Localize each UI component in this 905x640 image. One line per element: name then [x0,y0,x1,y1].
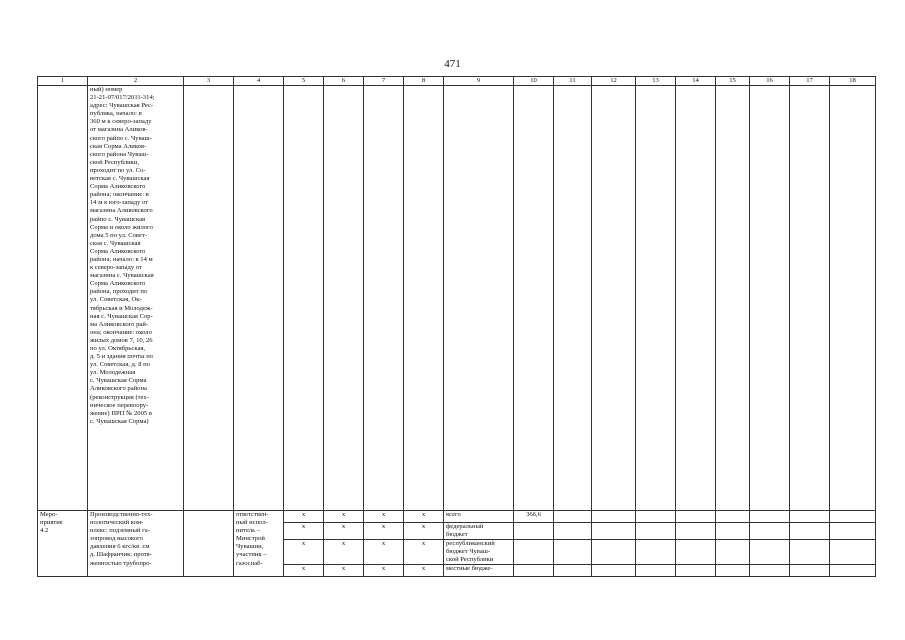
table-cell [38,86,88,511]
table-cell [184,86,234,511]
table-cell [716,540,750,565]
text-line: района; начало: в 14 м [90,255,153,263]
column-header: 8 [404,77,444,86]
table-cell [554,540,592,565]
text-line: ответствен- [236,511,269,518]
text-line: зопровод высокого [90,535,143,543]
column-header: 17 [790,77,830,86]
column-header: 15 [716,77,750,86]
funding-source-text: бюджет [446,531,468,539]
column-header: 6 [324,77,364,86]
text-line: давления 6 кгс/кв. см [90,543,150,551]
text-line: по ул. Октябрьская, [90,345,146,352]
column-header: 12 [592,77,636,86]
table-cell [592,540,636,565]
text-line: ской Республики, [90,158,139,166]
mark-cell: х [324,511,364,523]
table-cell [716,511,750,523]
table-cell [716,86,750,511]
text-line: плекс: подземный га- [90,527,150,535]
column-header: 13 [636,77,676,86]
mark-cell: х [324,540,364,565]
text-line: ул. Советская, д. 8 по [90,361,150,369]
mark-cell: х [404,511,444,523]
funding-source-cell [444,565,514,577]
mark-cell: х [364,565,404,577]
program-table [37,76,876,577]
table-cell [790,511,830,523]
table-cell [636,523,676,540]
text-line: тябрьская и Молодеж- [90,304,153,312]
text-line: нитель – [236,527,261,535]
table-cell [636,540,676,565]
funding-source-text: местные бюдже- [446,565,493,573]
text-line: ная с. Чувашская Сор- [90,312,153,320]
column-header: 11 [554,77,592,86]
column-number-row [38,77,876,86]
table-cell [592,523,636,540]
table-cell [750,540,790,565]
text-line: района; окончание: в [90,191,149,199]
column-header: 7 [364,77,404,86]
text-line: ветская с. Чувашская [90,175,150,183]
column-header: 9 [444,77,514,86]
mark-cell: х [404,565,444,577]
table-cell [592,565,636,577]
table-cell [234,86,284,511]
table-cell [750,523,790,540]
table-cell [284,86,324,511]
column-header: 14 [676,77,716,86]
table-cell [636,511,676,523]
funding-source-cell [444,540,514,565]
object-description-cell [88,86,184,511]
text-line: ского райпо с. Чуваш- [90,134,152,142]
table-cell [830,565,876,577]
table-cell [716,565,750,577]
funding-source-text: бюджет Чуваш- [446,548,491,556]
mark-cell: х [404,523,444,540]
table-cell [554,523,592,540]
funding-source-text: республиканский [446,540,495,548]
mark-cell: х [284,565,324,577]
amount-cell: 366,6 [514,511,554,523]
text-line: адрес: Чувашская Рес- [90,102,154,110]
text-line: Минстрой [236,535,265,543]
text-line: района, проходит по [90,288,148,296]
text-line: нологический ком- [90,519,144,527]
text-line: с. Чувашская Сорма [90,377,147,385]
table-cell [790,540,830,565]
text-line: (реконструкция (тех- [90,393,149,401]
table-cell [444,86,514,511]
text-line: с. Чувашская Сорма) [90,417,149,425]
text-line: 21-21-07/017/2011-314; [90,94,155,102]
measure-number-text [40,511,85,535]
text-line: 4.2 [40,527,49,535]
table-cell [184,511,234,577]
table-cell [830,511,876,523]
text-line: Сорма и около жилого [90,223,153,231]
table-cell [554,511,592,523]
table-row [38,86,876,511]
text-line: жилых домов 7, 10, 26 [90,336,153,344]
text-line: Меро- [40,511,58,518]
table-cell [514,86,554,511]
text-line: ма Аликовского рай- [90,320,149,328]
mark-cell: х [284,523,324,540]
table-cell [830,86,876,511]
text-line: проходит по ул. Со- [90,166,146,174]
text-line: ского района Чуваш- [90,150,149,158]
text-line: она; окончание: около [90,328,152,336]
column-header: 18 [830,77,876,86]
text-line: ул. Молодежная [90,369,136,377]
table-cell [636,86,676,511]
table-cell [750,565,790,577]
page-number: 471 [444,58,461,70]
funding-source-text: федеральный [446,523,484,530]
table-cell [554,565,592,577]
funding-source-cell [444,523,514,540]
text-line: магазина Аликовского [90,207,153,215]
table-cell [592,86,636,511]
table-cell [790,523,830,540]
column-header: 3 [184,77,234,86]
table-cell [364,86,404,511]
table-row [38,511,876,523]
measure-description-text [90,511,181,568]
table-cell [830,540,876,565]
text-line: д. 5 и здания почты по [90,353,154,361]
text-line: дома 5 по ул. Совет- [90,231,148,239]
table-cell [676,511,716,523]
text-line: Сорма Аликовского [90,183,146,191]
text-line: газоснаб- [236,559,263,567]
column-header: 10 [514,77,554,86]
column-header: 4 [234,77,284,86]
mark-cell: х [284,540,324,565]
text-line: райпо с. Чувашская [90,215,146,223]
text-line: Сорма Аликовского [90,247,146,255]
text-line: ская Сорма Аликов- [90,142,147,150]
table-cell [750,511,790,523]
text-line: ный испол- [236,519,268,527]
table-cell [750,86,790,511]
amount-cell [514,523,554,540]
mark-cell: х [324,523,364,540]
text-line: публика, начало: в [90,110,142,118]
text-line: ническое перевоору- [90,401,149,409]
mark-cell: х [364,540,404,565]
text-line: приятие [40,519,63,527]
column-header: 5 [284,77,324,86]
table-cell [554,86,592,511]
amount-cell [514,540,554,565]
text-line: магазина с. Чувашская [90,272,154,280]
measure-description-cell [88,511,184,577]
funding-source-text: всего [446,511,461,518]
text-line: 360 м к северо-западу [90,118,152,126]
text-line: Чувашии, [236,543,264,551]
text-line: ул. Советская, Ок- [90,296,142,304]
mark-cell: х [404,540,444,565]
text-line: к северо-западу от [90,264,142,272]
text-line: участник – [236,551,267,559]
text-line: женностью трубопро- [90,559,152,567]
text-line: ская с. Чувашская [90,239,141,247]
mark-cell: х [364,511,404,523]
column-header: 1 [38,77,88,86]
table-cell [592,511,636,523]
table-cell [676,523,716,540]
table-cell [830,523,876,540]
text-line: жение) ПРП № 2005 в [90,409,152,417]
table-cell [404,86,444,511]
text-line: Аликовского района [90,385,147,393]
text-line: ный) номер [90,86,123,93]
text-line: от магазина Аликов- [90,126,148,134]
table-cell [676,565,716,577]
column-header: 16 [750,77,790,86]
table-cell [716,523,750,540]
table-cell [636,565,676,577]
column-header: 2 [88,77,184,86]
object-description-text [90,86,181,426]
measure-number-cell [38,511,88,577]
table-cell [790,565,830,577]
mark-cell: х [284,511,324,523]
table-cell [676,540,716,565]
text-line: Сорма Аликовского [90,280,146,288]
funding-source-text: ской Республики [446,556,494,564]
text-line: д. Шафранчик: протя- [90,551,152,559]
funding-source-cell [444,511,514,523]
mark-cell: х [364,523,404,540]
amount-cell [514,565,554,577]
text-line: 14 м к юго-западу от [90,199,149,207]
table-cell [790,86,830,511]
table-cell [676,86,716,511]
executor-text [236,511,281,568]
mark-cell: х [324,565,364,577]
executor-cell [234,511,284,577]
text-line: Производственно-тех- [90,511,153,518]
table-cell [324,86,364,511]
